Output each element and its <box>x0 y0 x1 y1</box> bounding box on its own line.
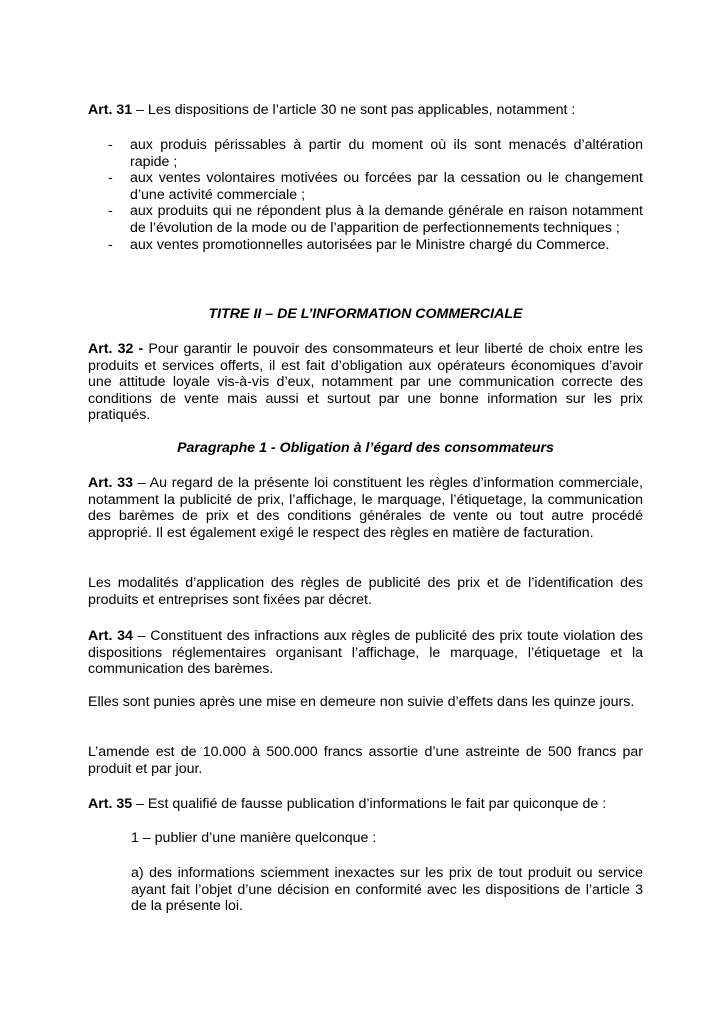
art31-text: – Les dispositions de l’article 30 ne sont pas applicables, notamment : <box>132 102 576 118</box>
list-item: - aux produits qui ne répondent plus à la demande générale en raison notamment de l’évolution de la mode ou de l’apparition de perfectionnements techniques ; <box>108 203 643 236</box>
art32-paragraph <box>88 341 643 424</box>
paragraphe-heading: Paragraphe 1 - Obligation à l’égard des consommateurs <box>177 440 554 456</box>
art31-label: Art. 31 <box>88 102 133 118</box>
art32-text: Pour garantir le pouvoir des consommateurs et leur liberté de choix entre les produits et services offerts, il est fait d’obligation aux opérateurs économiques d’avoir une attitude loyale vis-à-vis d’eux, notamment par une communication correcte des conditions de vente mais aussi et surtout par une bonne information sur les prix pratiqués. <box>88 341 643 424</box>
art31-list <box>88 137 643 253</box>
titre-heading: TITRE II – DE L’INFORMATION COMMERCIALE <box>208 306 523 322</box>
list-item: - aux ventes promotionnelles autorisées par le Ministre chargé du Commerce. <box>108 236 610 253</box>
dash-bullet: - <box>108 170 113 187</box>
art35-text: – Est qualifié de fausse publication d’informations le fait par quiconque de : <box>132 796 607 812</box>
dash-bullet: - <box>108 203 113 220</box>
art32-label: Art. 32 - <box>88 341 144 357</box>
list-item: - aux ventes volontaires motivées ou forcées par la cessation ou le changement d’une activité commerciale ; <box>108 170 643 203</box>
list-item: - aux produis périssables à partir du moment où ils sont menacés d’altération rapide ; <box>108 137 643 170</box>
art34-label: Art. 34 <box>88 628 133 644</box>
art34-paragraph <box>88 628 643 678</box>
art35-item-a: a) des informations sciemment inexactes sur les prix de tout produit ou service ayant fait l’objet d’une décision en conformité avec les dispositions de l’article 3 de la présente loi. <box>131 865 643 915</box>
dash-bullet: - <box>108 137 113 153</box>
art33-paragraph <box>88 475 643 541</box>
art35-item-1: 1 – publier d’une manière quelconque : <box>131 830 377 846</box>
dash-bullet: - <box>108 236 113 253</box>
art33-label: Art. 33 <box>88 475 133 491</box>
art34-paragraph-2: Elles sont punies après une mise en demeure non suivie d’effets dans les quinze jours. <box>88 694 635 710</box>
art34-paragraph-3: L’amende est de 10.000 à 500.000 francs assortie d’une astreinte de 500 francs par produit et par jour. <box>88 744 643 777</box>
art35-paragraph <box>88 796 643 813</box>
art35-label: Art. 35 <box>88 796 133 812</box>
art34-text: – Constituent des infractions aux règles de publicité des prix toute violation des dispositions réglementaires organisant l’affichage, le marquage, l’étiquetage et la communication des barèmes. <box>88 628 643 678</box>
art33-paragraph-2: Les modalités d’application des règles de publicité des prix et de l’identification des produits et entreprises sont fixées par décret. <box>88 575 643 608</box>
art31-intro <box>88 102 643 119</box>
art33-text: – Au regard de la présente loi constituent les règles d’information commerciale, notamment la publicité de prix, l’affichage, le marquage, l’étiquetage, la communication des barèmes de prix et des conditions générales de vente ou tout autre procédé approprié. Il est également exigé le respect des règles en matière de facturation. <box>88 475 644 541</box>
